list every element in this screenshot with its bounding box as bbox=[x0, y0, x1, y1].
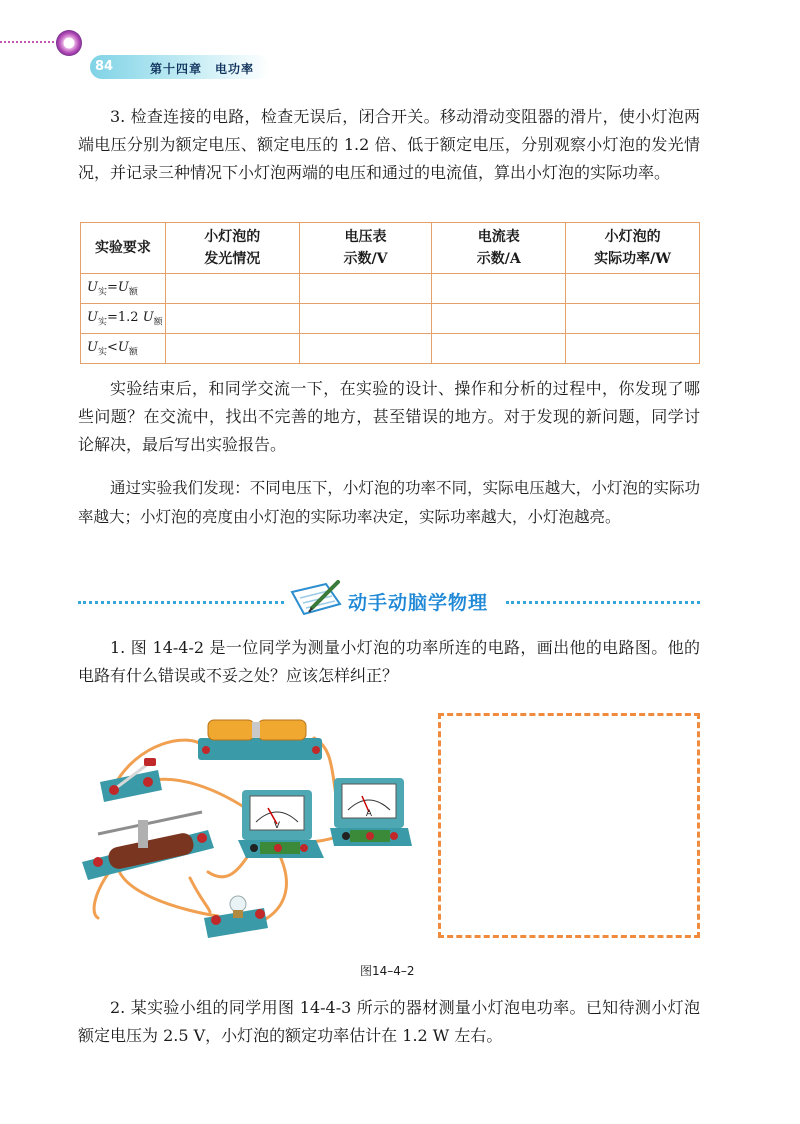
answer-drawing-box bbox=[438, 713, 700, 938]
section-title: 动手动脑学物理 bbox=[348, 592, 489, 614]
question-1: 1. 图 14-4-2 是一位同学为测量小灯泡的功率所连的电路，画出他的电路图。他的电路有什么错误或不妥之处？应该怎样纠正？ bbox=[78, 638, 700, 685]
table-header-cell: 小灯泡的 发光情况 bbox=[165, 223, 299, 274]
table-row bbox=[81, 334, 700, 364]
figure-caption: 图14–4–2 bbox=[360, 964, 415, 978]
table-row bbox=[81, 274, 700, 304]
row-label: $U_实<U_额$ bbox=[81, 334, 166, 364]
step3-paragraph: 3. 检查连接的电路，检查无误后，闭合开关。移动滑动变阻器的滑片，使小灯泡两端电压分别为额定电压、额定电压的 1.2 倍、低于额定电压，分别观察小灯泡的发光情况，并记录三种情况下小灯泡两端的电压和通过的电流值，算出小灯泡的实际功率。 bbox=[78, 107, 700, 182]
conclusion-paragraph: 通过实验我们发现：不同电压下，小灯泡的功率不同，实际电压越大，小灯泡的实际功率越大；小灯泡的亮度由小灯泡的实际功率决定，实际功率越大，小灯泡越亮。 bbox=[78, 479, 700, 526]
row-label: $U_实=U_额$ bbox=[81, 274, 166, 304]
table-header-cell: 电压表 示数/V bbox=[299, 223, 432, 274]
battery-box bbox=[198, 720, 322, 760]
question-2: 2. 某实验小组的同学用图 14-4-3 所示的器材测量小灯泡电功率。已知待测小灯泡额定电压为 2.5 V，小灯泡的额定功率估计在 1.2 W 左右。 bbox=[78, 998, 700, 1045]
table-cell bbox=[299, 274, 432, 304]
chapter-title: 第十四章 电功率 bbox=[150, 62, 255, 76]
table-cell bbox=[432, 334, 566, 364]
ammeter bbox=[330, 778, 412, 846]
table-cell bbox=[566, 274, 700, 304]
table-cell bbox=[165, 334, 299, 364]
header-dotted-line bbox=[0, 41, 62, 43]
table-header-cell: 电流表 示数/A bbox=[432, 223, 566, 274]
table-row bbox=[81, 304, 700, 334]
section-dotted-line-left bbox=[78, 601, 284, 604]
lamp bbox=[204, 896, 268, 938]
table-header-cell: 实验要求 bbox=[81, 223, 166, 274]
svg-text:A: A bbox=[365, 809, 373, 819]
table-cell bbox=[566, 304, 700, 334]
table-cell bbox=[299, 334, 432, 364]
header-circle-ornament bbox=[56, 30, 82, 56]
table-cell bbox=[566, 334, 700, 364]
circuit-illustration bbox=[78, 712, 414, 948]
svg-text:V: V bbox=[273, 821, 281, 831]
table-cell bbox=[165, 304, 299, 334]
notebook-pen-icon bbox=[286, 578, 346, 618]
record-table bbox=[80, 222, 700, 364]
table-header-cell: 小灯泡的 实际功率/W bbox=[566, 223, 700, 274]
rheostat bbox=[82, 812, 214, 880]
discussion-paragraph: 实验结束后，和同学交流一下，在实验的设计、操作和分析的过程中，你发现了哪些问题？在交流中，找出不完善的地方，甚至错误的地方。对于发现的新问题，同学讨论解决，最后写出实验报告。 bbox=[78, 379, 700, 454]
table-cell bbox=[432, 304, 566, 334]
row-label: $U_实=1.2$ $U_额$ bbox=[81, 304, 166, 334]
table-cell bbox=[165, 274, 299, 304]
table-header-row bbox=[81, 223, 700, 274]
table-cell bbox=[299, 304, 432, 334]
voltmeter bbox=[238, 790, 324, 858]
section-dotted-line-right bbox=[506, 601, 700, 604]
page-number: 84 bbox=[95, 59, 114, 74]
table-cell bbox=[432, 274, 566, 304]
